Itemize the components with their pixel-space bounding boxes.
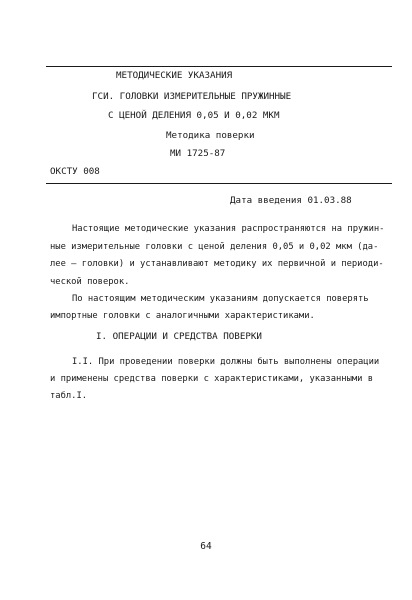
para3-line1: I.I. При проведении поверки должны быть выполнены операции [72, 357, 380, 367]
bottom-rule [46, 183, 392, 184]
header-scale: С ЦЕНОЙ ДЕЛЕНИЯ 0,05 И 0,02 МКМ [108, 110, 280, 121]
page-number: 64 [200, 541, 212, 552]
para1-line4: ческой поверок. [50, 277, 130, 287]
top-rule [46, 66, 392, 67]
section-title: I. ОПЕРАЦИИ И СРЕДСТВА ПОВЕРКИ [96, 331, 262, 342]
para1-line3: лее – головки) и устанавливают методику их первичной и периоди- [50, 259, 384, 269]
header-code: МИ 1725-87 [170, 148, 226, 159]
para1-line1: Настоящие методические указания распространяются на пружин- [72, 224, 385, 234]
para1-line2: ные измерительные головки с ценой деления 0,05 и 0,02 мкм (да- [50, 242, 379, 252]
header-title: МЕТОДИЧЕСКИЕ УКАЗАНИЯ [116, 70, 233, 81]
para3-line3: табл.I. [50, 391, 88, 401]
para2-line1: По настоящим методическим указаниям допускается поверять [72, 294, 369, 304]
header-method: Методика поверки [166, 130, 255, 141]
okstu-code: ОКСТУ 008 [50, 166, 100, 177]
para3-line2: и применены средства поверки с характеристиками, указанными в [50, 374, 374, 384]
header-subject: ГСИ. ГОЛОВКИ ИЗМЕРИТЕЛЬНЫЕ ПРУЖИННЫЕ [92, 91, 292, 102]
intro-date: Дата введения 01.03.88 [230, 195, 352, 206]
para2-line2: импортные головки с аналогичными характеристиками. [50, 311, 315, 321]
